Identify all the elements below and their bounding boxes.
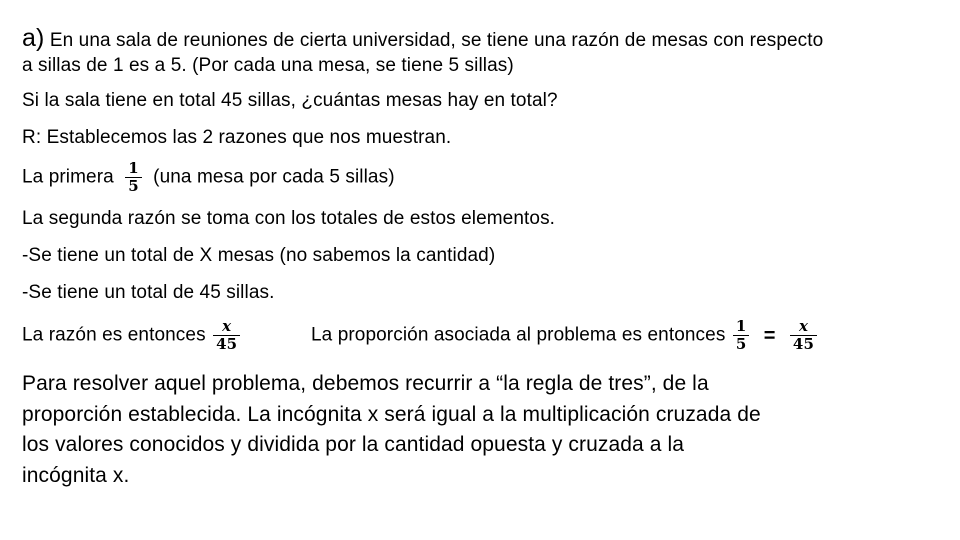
proportion-left-fraction bbox=[733, 318, 750, 353]
answer-intro-line: R: Establecemos las 2 razones que nos muestran. bbox=[22, 127, 452, 148]
question-line: Si la sala tiene en total 45 sillas, ¿cuántas mesas hay en total? bbox=[22, 90, 558, 111]
bullet-line-2: -Se tiene un total de 45 sillas. bbox=[22, 282, 275, 303]
first-ratio-label: La primera bbox=[22, 166, 114, 188]
proportion-right-fraction bbox=[790, 318, 817, 353]
fraction-numerator: x bbox=[213, 318, 240, 336]
first-ratio-note: (una mesa por cada 5 sillas) bbox=[153, 166, 395, 188]
intro-line-1 bbox=[22, 26, 823, 53]
first-ratio-fraction bbox=[125, 160, 142, 195]
first-ratio-line bbox=[22, 160, 395, 195]
fraction-numerator: 1 bbox=[733, 318, 750, 336]
ratio-label: La razón es entonces bbox=[22, 324, 206, 346]
proportion-label: La proporción asociada al problema es entonces bbox=[311, 324, 726, 346]
fraction-denominator: 45 bbox=[216, 335, 238, 353]
equals-sign: = bbox=[763, 324, 776, 347]
conclusion-line-3: los valores conocidos y dividida por la cantidad opuesta y cruzada a la bbox=[22, 433, 684, 456]
fraction-numerator: 1 bbox=[125, 160, 142, 178]
fraction-denominator: 5 bbox=[128, 177, 139, 195]
intro-text: En una sala de reuniones de cierta universidad, se tiene una razón de mesas con respecto bbox=[49, 30, 824, 51]
fraction-denominator: 5 bbox=[735, 335, 747, 353]
proportion-line bbox=[311, 318, 823, 353]
conclusion-line-2: proporción establecida. La incógnita x será igual a la multiplicación cruzada de bbox=[22, 403, 761, 426]
intro-line-2: a sillas de 1 es a 5. (Por cada una mesa, se tiene 5 sillas) bbox=[22, 55, 514, 76]
ratio-fraction bbox=[213, 318, 240, 353]
conclusion-line-4: incógnita x. bbox=[22, 464, 130, 487]
fraction-numerator: x bbox=[790, 318, 817, 336]
item-letter: a) bbox=[22, 24, 45, 52]
fraction-denominator: 45 bbox=[792, 335, 814, 353]
bullet-line-1: -Se tiene un total de X mesas (no sabemos la cantidad) bbox=[22, 245, 496, 266]
second-intro-line: La segunda razón se toma con los totales de estos elementos. bbox=[22, 208, 556, 229]
ratio-line bbox=[22, 318, 246, 353]
conclusion-line-1: Para resolver aquel problema, debemos recurrir a “la regla de tres”, de la bbox=[22, 372, 709, 395]
